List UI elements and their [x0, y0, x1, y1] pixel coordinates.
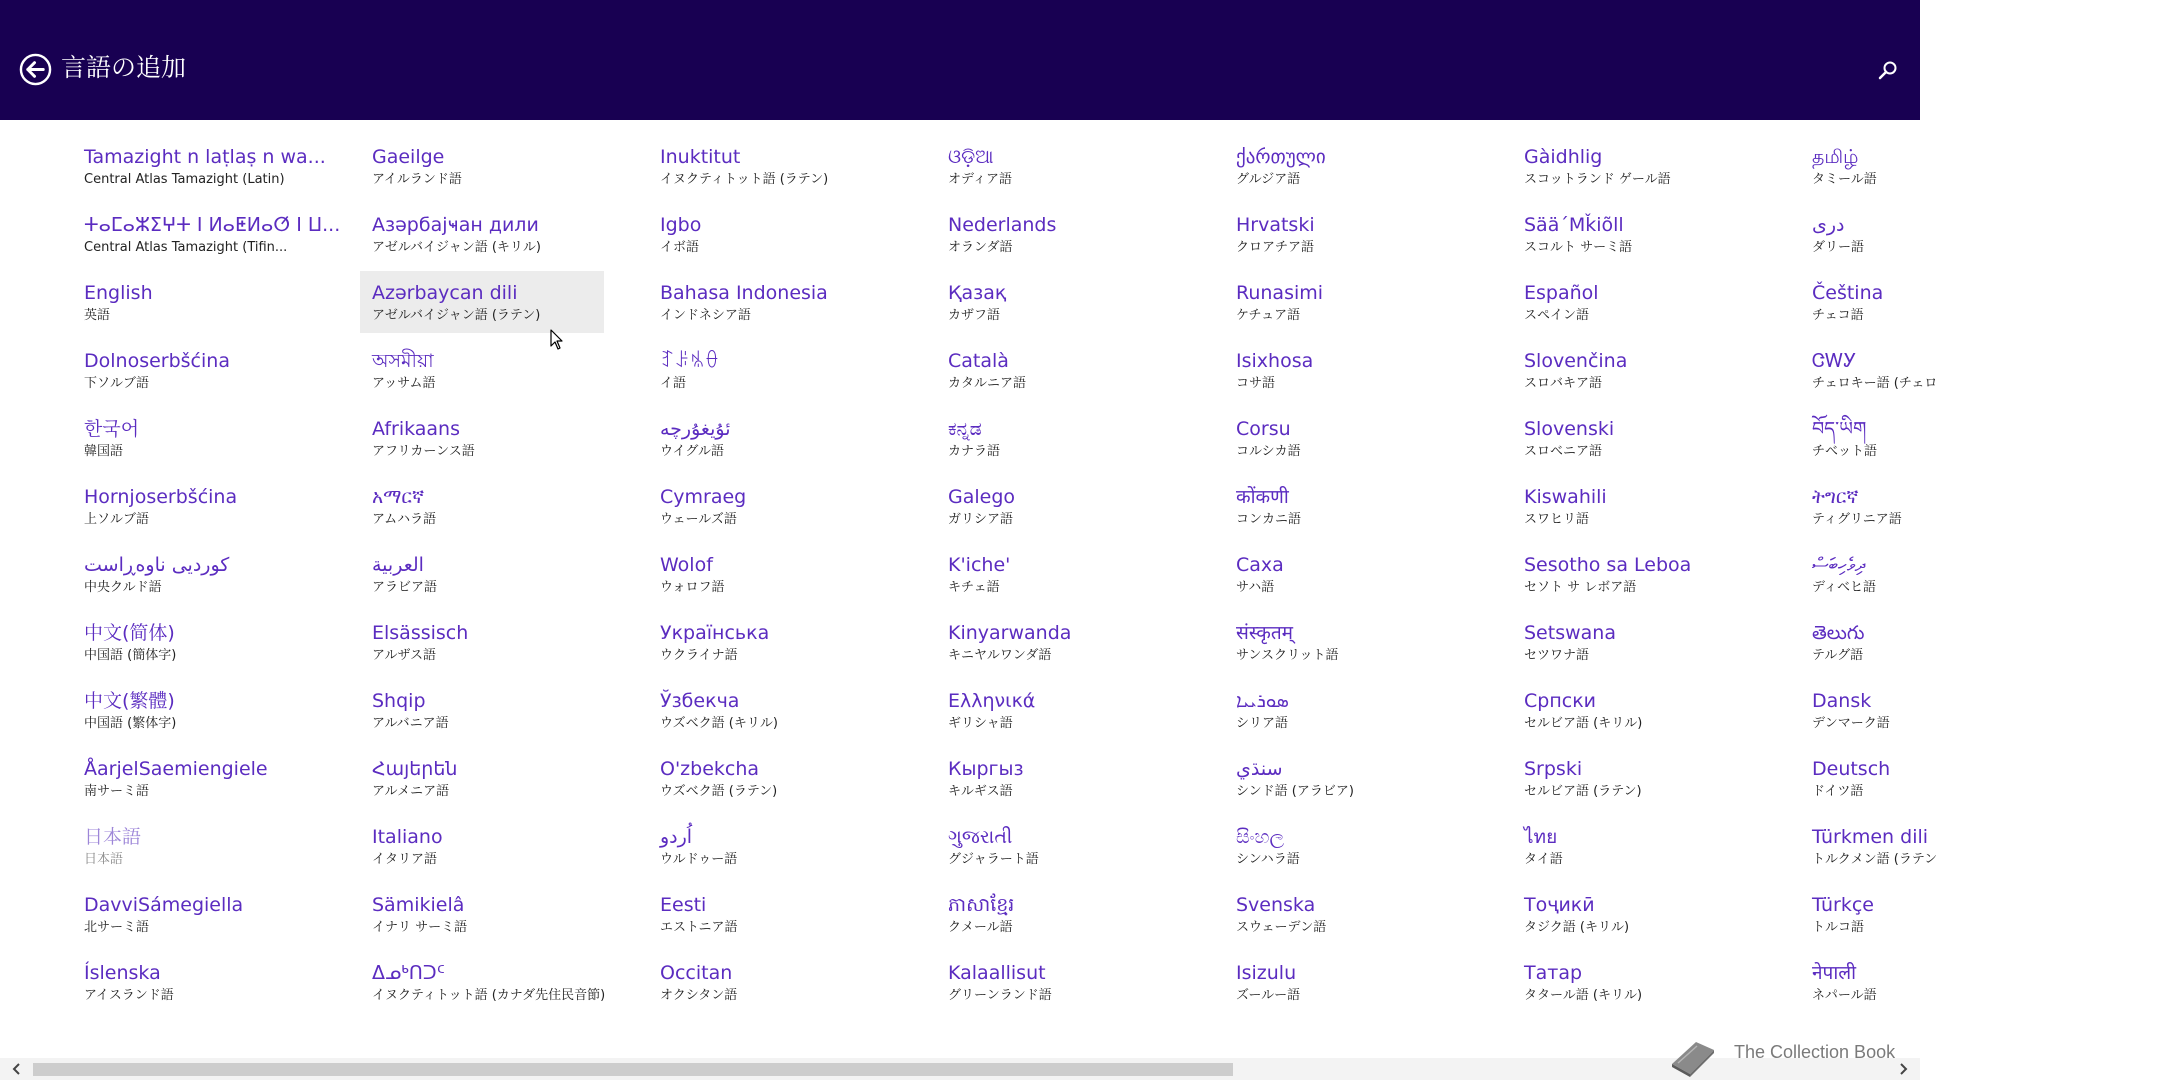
language-japanese-name: クメール語 [948, 920, 1013, 935]
language-native-name: Isizulu [1236, 962, 1297, 984]
language-tile[interactable] [936, 271, 1180, 333]
language-native-name: ئۇيغۇرچە [660, 418, 731, 440]
language-native-name: Slovenski [1524, 418, 1615, 440]
language-native-name: Татар [1524, 962, 1583, 984]
language-tile[interactable] [1224, 271, 1468, 333]
language-native-name: ꆈꌠꁱꂷ [660, 350, 720, 372]
language-tile[interactable] [1224, 543, 1468, 605]
language-japanese-name: チェロキー語 (チェロ [1812, 376, 1938, 391]
language-tile[interactable] [1800, 883, 2044, 945]
language-native-name: Nederlands [948, 214, 1057, 236]
language-native-name: Hornjoserbšćina [84, 486, 238, 508]
language-japanese-name: トルコ語 [1812, 920, 1865, 935]
language-japanese-name: Central Atlas Tamazight (Latin) [84, 172, 285, 187]
language-list-panel [0, 120, 1938, 1058]
language-japanese-name: タミール語 [1812, 172, 1877, 187]
language-japanese-name: コルシカ語 [1236, 444, 1301, 459]
language-japanese-name: ウォロフ語 [660, 580, 725, 595]
language-tile[interactable] [1800, 271, 2044, 333]
language-tile[interactable] [648, 543, 892, 605]
language-native-name: سنڌي [1236, 758, 1283, 780]
language-japanese-name: アゼルバイジャン語 (キリル) [372, 240, 541, 255]
language-japanese-name: ウイグル語 [660, 444, 724, 459]
language-native-name: Ўзбекча [660, 690, 740, 712]
language-japanese-name: ウルドゥー語 [660, 852, 738, 867]
language-japanese-name: キニヤルワンダ語 [948, 648, 1052, 663]
language-native-name: DavviSámegiella [84, 894, 244, 916]
language-native-name: Wolof [660, 554, 713, 576]
language-native-name: ಕನ್ನಡ [948, 418, 982, 440]
language-native-name: Kinyarwanda [948, 622, 1072, 644]
language-japanese-name: オクシタン語 [660, 988, 738, 1003]
language-grid [72, 135, 2172, 1019]
language-tile[interactable] [1800, 611, 2044, 673]
language-native-name: Galego [948, 486, 1016, 508]
language-tile[interactable] [648, 271, 892, 333]
book-icon [1666, 1030, 1720, 1078]
language-japanese-name: タジク語 (キリル) [1524, 920, 1630, 935]
language-tile[interactable] [1224, 679, 1468, 741]
language-native-name: संस्कृतम् [1236, 622, 1294, 644]
language-native-name: অসমীয়া [372, 350, 434, 372]
language-native-name: Setswana [1524, 622, 1616, 644]
language-japanese-name: コンカニ語 [1236, 512, 1302, 527]
language-japanese-name: スペイン語 [1524, 308, 1590, 323]
language-native-name: English [84, 282, 153, 304]
language-tile[interactable] [72, 339, 316, 401]
language-tile[interactable] [1224, 815, 1468, 877]
language-tile[interactable] [72, 135, 326, 197]
language-japanese-name: セソト サ レボア語 [1524, 580, 1637, 595]
language-native-name: Čeština [1812, 282, 1884, 304]
language-native-name: Tamazight n laṭlaṣ n wa... [84, 146, 326, 168]
language-japanese-name: ウズベク語 (ラテン) [660, 784, 778, 799]
language-japanese-name: セルビア語 (ラテン) [1524, 784, 1642, 799]
language-japanese-name: クロアチア語 [1236, 240, 1315, 255]
language-tile[interactable] [360, 815, 604, 877]
language-japanese-name: アイスランド語 [84, 988, 174, 1003]
language-tile[interactable] [1512, 951, 1756, 1013]
language-japanese-name: ズールー語 [1236, 988, 1301, 1003]
language-tile[interactable] [72, 475, 316, 537]
language-native-name: Sää´Mǩiõll [1524, 214, 1624, 236]
language-tile[interactable] [648, 815, 892, 877]
language-tile[interactable] [936, 543, 1180, 605]
language-tile[interactable] [360, 135, 604, 197]
language-native-name: ქართული [1236, 146, 1326, 168]
language-japanese-name: オランダ語 [948, 240, 1013, 255]
language-tile[interactable] [1800, 679, 2044, 741]
language-tile[interactable] [360, 203, 604, 265]
language-tile[interactable] [360, 271, 604, 333]
language-japanese-name: アムハラ語 [372, 512, 437, 527]
language-native-name: ትግርኛ [1812, 486, 1859, 508]
language-native-name: Bahasa Indonesia [660, 282, 828, 304]
language-tile[interactable] [648, 951, 892, 1013]
language-tile[interactable] [1800, 339, 2044, 401]
language-tile[interactable] [360, 747, 604, 809]
language-native-name: Español [1524, 282, 1599, 304]
language-native-name: ⵜⴰⵎⴰⵣⵉⵖⵜ ⵏ ⵍⴰⵟⵍⴰⵚ ⵏ ⵡ... [84, 214, 341, 236]
language-tile[interactable] [936, 951, 1180, 1013]
language-japanese-name: ティグリニア語 [1812, 512, 1902, 527]
language-japanese-name: ケチュア語 [1236, 308, 1301, 323]
language-japanese-name: 北サーミ語 [84, 920, 150, 935]
language-japanese-name: ウズベク語 (キリル) [660, 716, 778, 731]
language-japanese-name: グリーンランド語 [948, 988, 1052, 1003]
language-tile[interactable] [936, 475, 1180, 537]
language-native-name: Gaeilge [372, 146, 445, 168]
language-native-name: Igbo [660, 214, 702, 236]
language-tile[interactable] [936, 679, 1180, 741]
watermark [1666, 1030, 1916, 1078]
language-tile[interactable] [936, 203, 1180, 265]
language-tile[interactable] [1224, 747, 1468, 809]
language-japanese-name: サハ語 [1236, 580, 1275, 595]
language-tile[interactable] [648, 135, 892, 197]
language-japanese-name: イボ語 [660, 240, 700, 255]
language-japanese-name: 英語 [84, 308, 111, 323]
language-tile[interactable] [1800, 951, 2044, 1013]
language-native-name: Deutsch [1812, 758, 1891, 780]
language-japanese-name: 中央クルド語 [84, 580, 162, 595]
language-tile[interactable] [72, 679, 316, 741]
language-tile[interactable] [360, 951, 604, 1013]
language-tile[interactable] [648, 475, 892, 537]
language-native-name: བོད་ཡིག [1812, 418, 1867, 440]
language-native-name: Eesti [660, 894, 707, 916]
language-tile[interactable] [936, 611, 1180, 673]
language-japanese-name: 上ソルブ語 [84, 512, 150, 527]
back-arrow-icon[interactable] [19, 53, 52, 86]
language-tile[interactable] [72, 543, 316, 605]
language-native-name: Ελληνικά [948, 690, 1036, 712]
language-native-name: Italiano [372, 826, 443, 848]
language-japanese-name: ギリシャ語 [948, 716, 1013, 731]
language-japanese-name: ウェールズ語 [660, 512, 737, 527]
language-tile[interactable] [1512, 475, 1756, 537]
language-native-name: कोंकणी [1236, 486, 1289, 508]
language-native-name: ދިވެހިބަސް [1812, 554, 1866, 576]
language-native-name: Кыргыз [948, 758, 1024, 780]
language-tile[interactable] [1800, 135, 2044, 197]
language-japanese-name: アルバニア語 [372, 716, 449, 731]
language-native-name: తెలుగు [1812, 622, 1865, 644]
language-native-name: Isixhosa [1236, 350, 1314, 372]
language-tile[interactable] [1512, 679, 1756, 741]
language-japanese-name: ウクライナ語 [660, 648, 738, 663]
language-tile[interactable] [72, 747, 316, 809]
language-native-name: አማርኛ [372, 486, 425, 508]
language-native-name: Українська [660, 622, 770, 644]
language-japanese-name: エストニア語 [660, 920, 738, 935]
language-tile[interactable] [1800, 203, 2044, 265]
language-japanese-name: イナリ サーミ語 [372, 920, 468, 935]
language-tile[interactable] [360, 339, 604, 401]
language-tile[interactable] [936, 339, 1180, 401]
language-native-name: Türkmen dili [1812, 826, 1929, 848]
language-native-name: Türkçe [1812, 894, 1874, 916]
language-native-name: සිංහල [1236, 826, 1284, 848]
language-tile[interactable] [648, 883, 892, 945]
language-japanese-name: アイルランド語 [372, 172, 462, 187]
language-japanese-name: アラビア語 [372, 580, 438, 595]
language-native-name: K'iche' [948, 554, 1011, 576]
language-tile[interactable] [648, 339, 892, 401]
language-tile[interactable] [72, 883, 316, 945]
language-japanese-name: カナラ語 [948, 444, 1001, 459]
language-japanese-name: ディベヒ語 [1812, 580, 1876, 595]
language-tile[interactable] [360, 611, 604, 673]
language-tile[interactable] [360, 407, 604, 469]
language-tile[interactable] [1800, 747, 2044, 809]
language-native-name: العربية [372, 554, 424, 576]
language-native-name: Elsässisch [372, 622, 469, 644]
language-japanese-name: スコルト サーミ語 [1524, 240, 1633, 255]
language-native-name: தமிழ் [1812, 146, 1859, 168]
language-tile[interactable] [1512, 815, 1756, 877]
language-native-name: Қазақ [948, 282, 1007, 304]
language-tile[interactable] [72, 611, 316, 673]
language-japanese-name: 韓国語 [84, 444, 124, 459]
language-native-name: Runasimi [1236, 282, 1324, 304]
language-japanese-name: セツワナ語 [1524, 648, 1590, 663]
language-native-name: ᐃᓄᒃᑎᑐᑦ [372, 962, 445, 984]
language-japanese-name: イヌクティトット語 (ラテン) [660, 172, 829, 187]
language-tile[interactable] [72, 407, 316, 469]
watermark-text: The Collection Book [1734, 1042, 1896, 1062]
language-japanese-name: グルジア語 [1236, 172, 1301, 187]
language-native-name: Slovenčina [1524, 350, 1628, 372]
language-native-name: Cymraeg [660, 486, 747, 508]
language-japanese-name: アゼルバイジャン語 (ラテン) [372, 308, 541, 323]
language-native-name: کوردیی ناوەڕاست [84, 554, 230, 576]
language-native-name: O'zbekcha [660, 758, 760, 780]
language-tile[interactable] [72, 815, 316, 877]
language-japanese-name: 中国語 (繁体字) [84, 716, 177, 731]
language-tile[interactable] [1800, 407, 2044, 469]
language-tile[interactable] [936, 747, 1180, 809]
language-tile[interactable] [360, 475, 604, 537]
language-tile[interactable] [1800, 475, 2044, 537]
language-tile[interactable] [1224, 339, 1468, 401]
language-tile[interactable] [648, 407, 892, 469]
language-japanese-name: 日本語 [84, 852, 124, 867]
language-tile[interactable] [1512, 747, 1756, 809]
language-japanese-name: Central Atlas Tamazight (Tifin... [84, 240, 288, 255]
language-tile[interactable] [72, 951, 316, 1013]
language-native-name: Тоҷикӣ [1524, 894, 1595, 916]
language-japanese-name: アルメニア語 [372, 784, 450, 799]
language-tile[interactable] [1800, 815, 2044, 877]
language-tile[interactable] [1224, 951, 1468, 1013]
language-native-name: اُردو [660, 826, 693, 848]
language-japanese-name: イ語 [660, 376, 687, 391]
language-tile[interactable] [1224, 407, 1468, 469]
language-tile[interactable] [936, 815, 1180, 877]
language-tile[interactable] [1512, 271, 1756, 333]
language-japanese-name: チベット語 [1812, 444, 1878, 459]
language-native-name: Sesotho sa Leboa [1524, 554, 1692, 576]
language-native-name: Հայերեն [372, 758, 458, 780]
horizontal-scrollbar[interactable] [0, 1058, 1920, 1080]
language-native-name: ܣܘܪܝܝܐ [1236, 690, 1289, 712]
language-tile[interactable] [648, 611, 892, 673]
language-native-name: Азәрбајҹан дили [372, 214, 539, 236]
language-native-name: Srpski [1524, 758, 1583, 780]
language-tile[interactable] [1512, 407, 1756, 469]
language-japanese-name: イタリア語 [372, 852, 438, 867]
language-tile[interactable] [648, 679, 892, 741]
language-japanese-name: アッサム語 [372, 376, 436, 391]
language-japanese-name: ドイツ語 [1812, 784, 1864, 799]
language-native-name: Shqip [372, 690, 426, 712]
language-japanese-name: キルギス語 [948, 784, 1013, 799]
language-japanese-name: スウェーデン語 [1236, 920, 1327, 935]
language-tile[interactable] [72, 271, 316, 333]
language-japanese-name: アフリカーンス語 [372, 444, 475, 459]
language-japanese-name: スロベニア語 [1524, 444, 1603, 459]
language-native-name: Dolnoserbšćina [84, 350, 230, 372]
language-native-name: Dansk [1812, 690, 1872, 712]
language-tile[interactable] [1512, 135, 1756, 197]
language-native-name: Српски [1524, 690, 1597, 712]
header-bar [0, 0, 1920, 120]
language-tile[interactable] [1224, 135, 1468, 197]
language-japanese-name: シンド語 (アラビア) [1236, 784, 1354, 799]
language-japanese-name: タタール語 (キリル) [1524, 988, 1643, 1003]
language-native-name: ଓଡ଼ିଆ [948, 146, 994, 168]
language-native-name: Hrvatski [1236, 214, 1315, 236]
language-japanese-name: コサ語 [1236, 376, 1276, 391]
language-native-name: ᏣᎳᎩ [1812, 350, 1857, 372]
language-japanese-name: スロバキア語 [1524, 376, 1603, 391]
language-japanese-name: ガリシア語 [948, 512, 1014, 527]
language-native-name: 中文(简体) [84, 622, 175, 644]
language-native-name: Occitan [660, 962, 733, 984]
language-native-name: 中文(繁體) [84, 690, 175, 712]
language-native-name: 한국어 [84, 418, 140, 440]
language-tile[interactable] [360, 883, 604, 945]
language-tile[interactable] [648, 203, 892, 265]
language-tile[interactable] [1512, 203, 1756, 265]
language-japanese-name: キチェ語 [948, 580, 1000, 595]
language-tile[interactable] [360, 543, 604, 605]
scrollbar-thumb[interactable] [33, 1063, 1233, 1076]
language-japanese-name: トルクメン語 (ラテン [1812, 852, 1938, 867]
language-native-name: ગુજરાતી [948, 826, 1013, 848]
language-japanese-name: タイ語 [1524, 852, 1563, 867]
language-native-name: Саха [1236, 554, 1284, 576]
language-japanese-name: オディア語 [948, 172, 1012, 187]
language-tile[interactable] [648, 747, 892, 809]
language-japanese-name: シリア語 [1236, 716, 1289, 731]
language-tile[interactable] [1800, 543, 2044, 605]
language-native-name: Svenska [1236, 894, 1316, 916]
language-tile[interactable] [936, 135, 1180, 197]
language-native-name: ÅarjelSaemiengiele [84, 758, 268, 780]
language-tile[interactable] [1512, 611, 1756, 673]
language-tile[interactable] [936, 407, 1180, 469]
language-japanese-name: シンハラ語 [1236, 852, 1300, 867]
language-japanese-name: テルグ語 [1812, 648, 1864, 663]
language-japanese-name: ネパール語 [1812, 988, 1877, 1003]
language-japanese-name: カザフ語 [948, 308, 1001, 323]
language-native-name: Afrikaans [372, 418, 460, 440]
language-native-name: Inuktitut [660, 146, 741, 168]
language-japanese-name: カタルニア語 [948, 376, 1027, 391]
language-tile[interactable] [1512, 339, 1756, 401]
language-native-name: Kalaallisut [948, 962, 1046, 984]
language-japanese-name: スコットランド ゲール語 [1524, 172, 1671, 187]
language-native-name: Corsu [1236, 418, 1291, 440]
language-tile[interactable] [1512, 883, 1756, 945]
language-japanese-name: グジャラート語 [948, 852, 1039, 867]
language-native-name: Català [948, 350, 1009, 372]
language-native-name: ไทย [1524, 826, 1558, 848]
language-tile[interactable] [1224, 883, 1468, 945]
language-tile[interactable] [936, 883, 1180, 945]
language-native-name: Gàidhlig [1524, 146, 1603, 168]
language-japanese-name: イヌクティトット語 (カナダ先住民音節) [372, 988, 606, 1003]
language-japanese-name: ダリー語 [1812, 240, 1865, 255]
language-japanese-name: インドネシア語 [660, 308, 751, 323]
language-native-name: دری [1812, 214, 1845, 236]
language-native-name: Kiswahili [1524, 486, 1607, 508]
page-title: 言語の追加 [61, 53, 187, 82]
language-native-name: ភាសាខ្មែរ [948, 894, 1015, 916]
language-tile[interactable] [1512, 543, 1756, 605]
language-japanese-name: 中国語 (簡体字) [84, 648, 177, 663]
language-japanese-name: 南サーミ語 [84, 784, 150, 799]
language-japanese-name: サンスクリット語 [1236, 648, 1339, 663]
chevron-left-icon[interactable] [10, 1062, 24, 1076]
language-japanese-name: 下ソルブ語 [84, 376, 150, 391]
language-tile[interactable] [1224, 203, 1468, 265]
search-icon[interactable] [1876, 58, 1900, 82]
language-tile[interactable] [1224, 475, 1468, 537]
language-native-name: Íslenska [84, 962, 161, 984]
language-japanese-name: アルザス語 [372, 648, 436, 663]
language-japanese-name: スワヒリ語 [1524, 512, 1590, 527]
language-native-name: नेपाली [1812, 962, 1857, 984]
language-native-name: Azərbaycan dili [372, 282, 518, 304]
language-japanese-name: セルビア語 (キリル) [1524, 716, 1643, 731]
language-japanese-name: デンマーク語 [1812, 716, 1890, 731]
language-native-name: Sämikielâ [372, 894, 465, 916]
language-tile[interactable] [360, 679, 604, 741]
language-native-name: 日本語 [84, 826, 142, 848]
language-japanese-name: チェコ語 [1812, 308, 1864, 323]
language-tile[interactable] [72, 203, 341, 265]
language-tile[interactable] [1224, 611, 1468, 673]
